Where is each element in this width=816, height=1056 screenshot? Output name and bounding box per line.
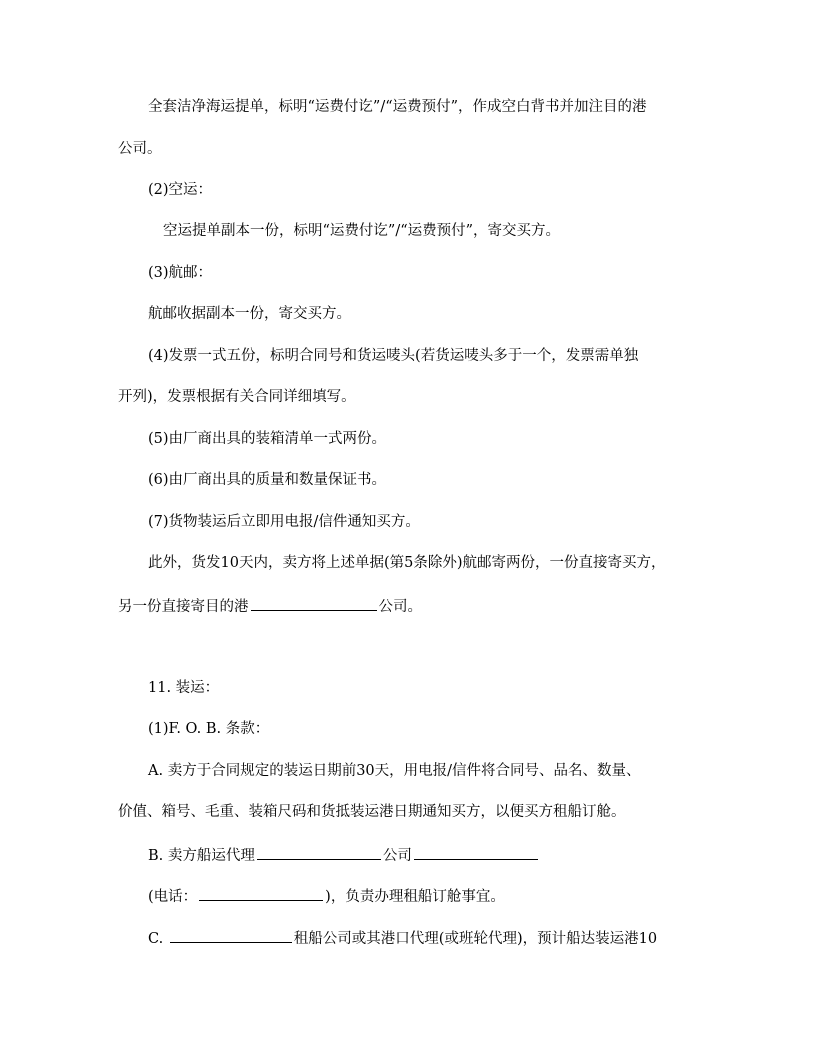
- shipping-agent-company-blank[interactable]: [414, 844, 538, 860]
- item-a-line2: 价值、箱号、毛重、装箱尺码和货抵装运港日期通知买方，以便买方租船订舱。: [118, 804, 626, 820]
- destination-port-company-blank[interactable]: [251, 595, 377, 611]
- phone-prefix: (电话：: [148, 889, 198, 905]
- paragraph-ocean-bl-line1: 全套洁净海运提单，标明“运费付讫”/“运费预付”，作成空白背书并加注目的港: [148, 99, 647, 115]
- phone-suffix: )，负责办理租船订舱事宜。: [325, 889, 505, 905]
- fob-terms-heading: (1)F. O. B. 条款：: [148, 721, 270, 737]
- item-b: [148, 844, 816, 866]
- section-invoice-line2: 开列)，发票根据有关合同详细填写。: [118, 389, 356, 405]
- section-packing-list: (5)由厂商出具的装箱清单一式两份。: [148, 431, 387, 447]
- item-c: [148, 927, 816, 949]
- phone-blank[interactable]: [199, 885, 323, 901]
- shipping-agent-blank[interactable]: [257, 844, 381, 860]
- item-c-body: 租船公司或其港口代理(或班轮代理)，预计船达装运港10: [293, 931, 658, 947]
- paragraph-extra-line2: [118, 595, 816, 617]
- section-invoice-line1: (4)发票一式五份，标明合同号和货运唛头(若货运唛头多于一个，发票需单独: [148, 348, 639, 364]
- section-airmail-body: 航邮收据副本一份，寄交买方。: [148, 306, 351, 322]
- section-quality-certificate: (6)由厂商出具的质量和数量保证书。: [148, 472, 387, 488]
- item-b-prefix: B. 卖方船运代理: [148, 848, 255, 864]
- extra-line2-suffix: 公司。: [378, 599, 422, 615]
- charter-company-blank[interactable]: [170, 927, 292, 943]
- section-shipment-notice: (7)货物装运后立即用电报/信件通知买方。: [148, 514, 420, 530]
- clause-11-heading: 11. 装运：: [148, 680, 220, 696]
- paragraph-extra-line1: 此外，货发10天内，卖方将上述单据(第5条除外)航邮寄两份，一份直接寄买方，: [148, 555, 666, 571]
- extra-line2-prefix: 另一份直接寄目的港: [118, 599, 249, 615]
- section-air-heading: (2)空运：: [148, 182, 213, 198]
- item-c-prefix: C.: [148, 931, 168, 947]
- phone-line: [148, 885, 816, 907]
- paragraph-ocean-bl-line2: 公司。: [118, 141, 162, 157]
- section-air-body: 空运提单副本一份，标明“运费付讫”/“运费预付”，寄交买方。: [163, 223, 561, 239]
- section-airmail-heading: (3)航邮：: [148, 265, 213, 281]
- item-a-line1: A. 卖方于合同规定的装运日期前30天，用电报/信件将合同号、品名、数量、: [148, 763, 641, 779]
- item-b-company: 公司: [382, 848, 412, 864]
